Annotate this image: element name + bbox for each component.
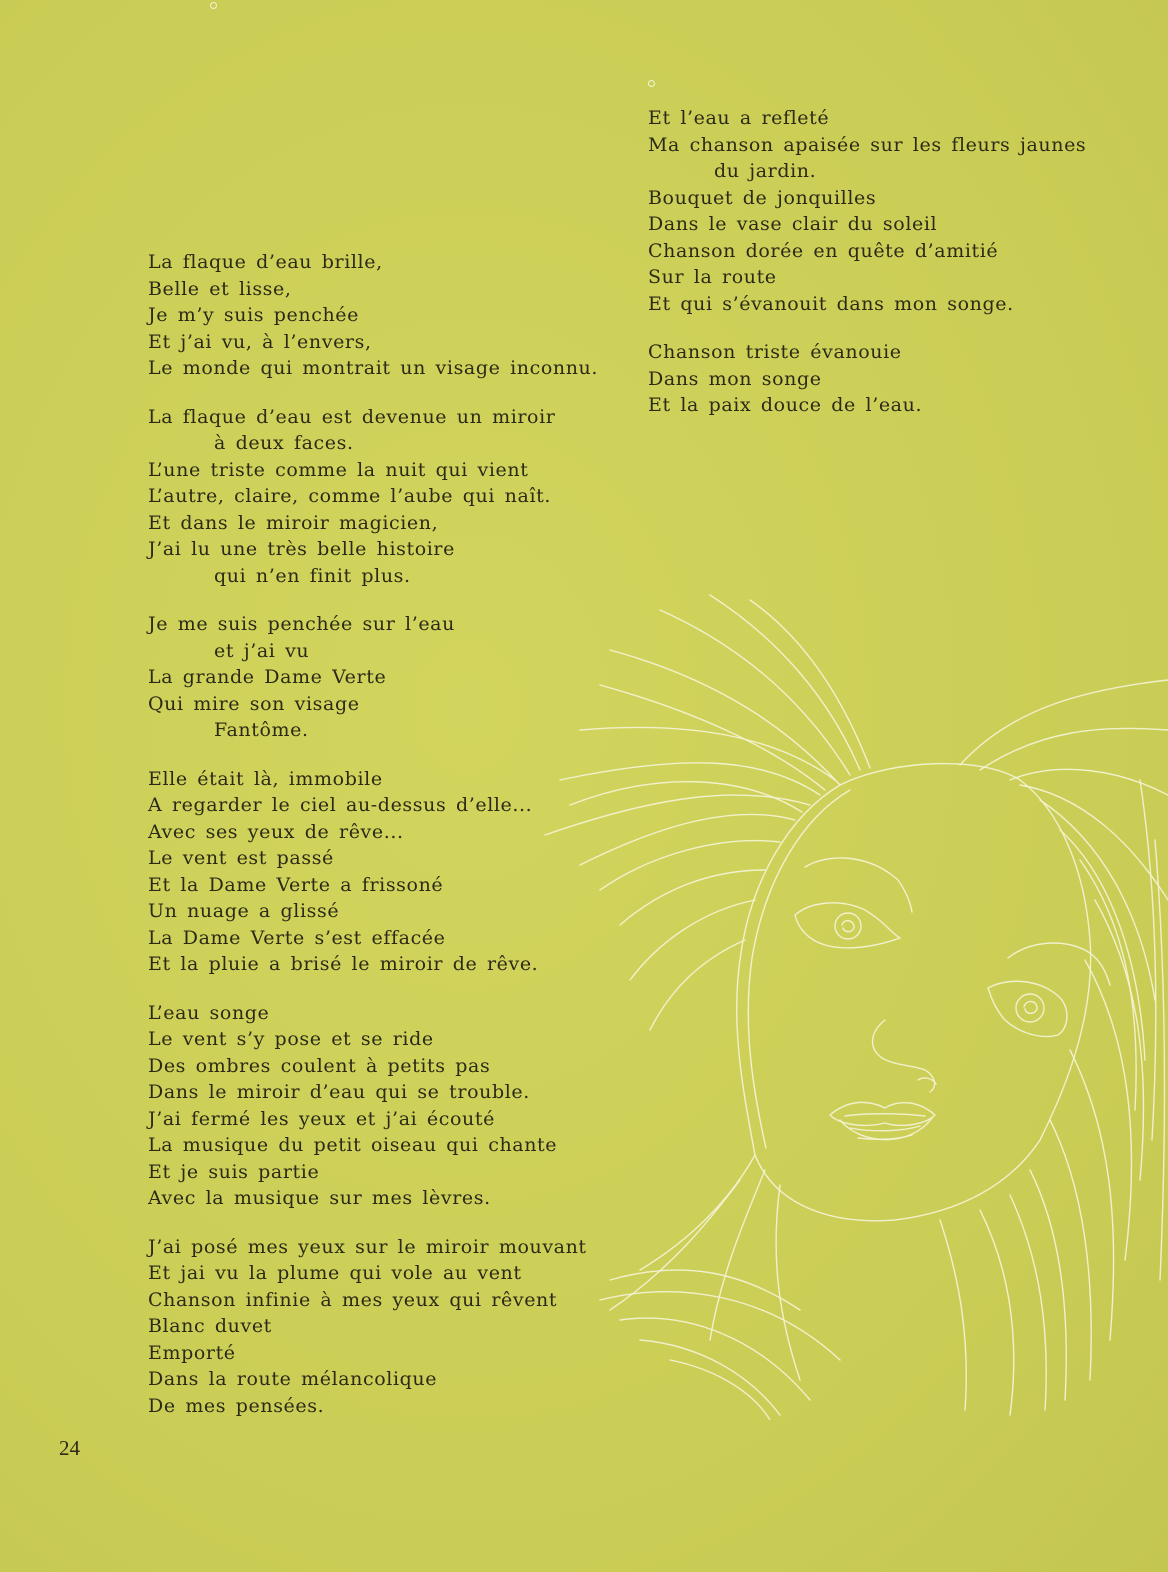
- hair-strand: [710, 595, 860, 770]
- poem-line: Emporté: [148, 1341, 236, 1364]
- poem-line: qui n’en finit plus.: [214, 564, 411, 587]
- poem-line: Je me suis penchée sur l’eau: [148, 613, 455, 635]
- poem-line: Et la pluie a brisé le miroir de rêve.: [148, 953, 539, 975]
- hair-strand: [620, 1318, 810, 1400]
- poem-line: La musique du petit oiseau qui chante: [148, 1134, 558, 1156]
- poem-line: Elle était là, immobile: [148, 767, 383, 790]
- poem-line: Je m’y suis penchée: [148, 304, 359, 326]
- poem-line: Le vent est passé: [148, 847, 334, 869]
- poem-line: Dans mon songe: [648, 367, 822, 390]
- hair-strand: [940, 1220, 966, 1410]
- poem-right-column: [648, 105, 1118, 441]
- hair-strand: [600, 1292, 840, 1360]
- hair-strand: [580, 814, 795, 865]
- poem-line: A regarder le ciel au-dessus d’elle...: [148, 794, 533, 816]
- poem-line: La Dame Verte s’est effacée: [148, 926, 446, 949]
- stanza: [648, 105, 1118, 317]
- hair-strand: [640, 1155, 755, 1270]
- poem-line: La flaque d’eau est devenue un miroir: [148, 405, 556, 428]
- hair-strand: [610, 650, 840, 785]
- hair-strand: [1010, 1195, 1046, 1410]
- poem-line: Des ombres coulent à petits pas: [148, 1054, 491, 1077]
- poem-line: Un nuage a glissé: [148, 900, 340, 922]
- hair-strand: [776, 1185, 800, 1380]
- poem-line: Et la Dame Verte a frissoné: [148, 873, 444, 896]
- poem-line: Et l’eau a refleté: [648, 107, 830, 129]
- right-eye-swirl: [1024, 1001, 1037, 1013]
- poem-line: Chanson dorée en quête d’amitié: [648, 239, 999, 262]
- hair-strand: [560, 763, 820, 795]
- hair-strand: [640, 1340, 780, 1415]
- poem-line: Sur la route: [648, 266, 777, 288]
- poem-line: Et jai vu la plume qui vole au vent: [148, 1262, 522, 1284]
- stanza: [148, 611, 608, 744]
- stanza: [148, 249, 608, 382]
- hair-strand: [660, 610, 850, 775]
- poem-left-column: [148, 249, 608, 1441]
- left-iris: [835, 913, 861, 939]
- poem-line: Dans le vase clair du soleil: [648, 213, 938, 235]
- face-outline-echo: [748, 790, 850, 1148]
- poem-line: Avec ses yeux de rêve...: [148, 820, 404, 843]
- poem-line: La flaque d’eau brille,: [148, 251, 383, 273]
- poem-line: Chanson infinie à mes yeux qui rêvent: [148, 1288, 558, 1311]
- poem-line: Et la paix douce de l’eau.: [648, 394, 923, 416]
- poem-line: Le monde qui montrait un visage inconnu.: [148, 357, 599, 379]
- hair-strand: [1085, 960, 1132, 1260]
- poem-line: Dans le miroir d’eau qui se trouble.: [148, 1081, 530, 1103]
- poem-line: Avec la musique sur mes lèvres.: [148, 1187, 491, 1209]
- poem-line: J’ai fermé les yeux et j’ai écouté: [148, 1107, 495, 1130]
- hair-strand: [960, 680, 1168, 765]
- poem-line: Belle et lisse,: [148, 277, 292, 300]
- left-eye-swirl: [842, 921, 854, 932]
- hair-strand: [710, 1170, 765, 1340]
- poem-line: Qui mire son visage: [148, 692, 360, 715]
- poem-line: L’autre, claire, comme l’aube qui naît.: [148, 485, 551, 507]
- hair-strand: [750, 600, 870, 768]
- left-eye: [795, 903, 900, 948]
- hair-strand: [1140, 780, 1156, 1140]
- hair-strand: [670, 1360, 770, 1420]
- poem-line: Le vent s’y pose et se ride: [148, 1028, 434, 1050]
- hair-strand: [1030, 1170, 1066, 1400]
- nose: [873, 1020, 935, 1092]
- stanza: [648, 339, 1118, 419]
- stanza: [148, 1000, 608, 1212]
- lip-texture: [845, 1114, 925, 1139]
- poem-line: Et dans le miroir magicien,: [148, 511, 439, 534]
- right-iris: [1016, 994, 1044, 1022]
- right-eye: [988, 981, 1067, 1036]
- poem-line: Et j’ai vu, à l’envers,: [148, 330, 372, 353]
- hair-strand: [620, 870, 765, 925]
- hair-strand: [1155, 840, 1165, 1280]
- hair-strand: [980, 1210, 1014, 1415]
- hair-strand: [580, 727, 835, 780]
- hair-strand: [980, 728, 1168, 770]
- poem-line: Bouquet de jonquilles: [648, 186, 877, 209]
- poem-line: Fantôme.: [214, 719, 309, 741]
- stanza: [148, 404, 608, 590]
- poem-line: du jardin.: [714, 160, 817, 182]
- poem-line: à deux faces.: [214, 432, 354, 454]
- ink-speck: [210, 2, 217, 9]
- poem-line: Blanc duvet: [148, 1315, 272, 1337]
- poem-line: Et je suis partie: [148, 1160, 320, 1183]
- poem-line: L’une triste comme la nuit qui vient: [148, 458, 529, 481]
- poem-line: Chanson triste évanouie: [648, 341, 902, 363]
- poem-line: Ma chanson apaisée sur les fleurs jaunes: [648, 133, 1087, 156]
- ink-speck: [648, 80, 655, 87]
- poem-line: Dans la route mélancolique: [148, 1368, 438, 1390]
- poem-line: La grande Dame Verte: [148, 666, 387, 688]
- poem-line: L’eau songe: [148, 1001, 270, 1024]
- face-outline: [737, 764, 1091, 1221]
- stanza: [148, 766, 608, 978]
- poem-line: Et qui s’évanouit dans mon songe.: [648, 292, 1014, 315]
- hair-strand: [650, 940, 745, 1030]
- hair-strand: [1040, 800, 1155, 1000]
- hair-strand: [630, 900, 755, 980]
- face-illustration: [540, 580, 1168, 1420]
- poem-line: J’ai posé mes yeux sur le miroir mouvant: [148, 1235, 587, 1258]
- poem-line: et j’ai vu: [214, 639, 310, 662]
- poem-line: De mes pensées.: [148, 1394, 325, 1417]
- poem-line: J’ai lu une très belle histoire: [148, 538, 455, 560]
- stanza: [148, 1234, 608, 1420]
- page-number: 24: [59, 1436, 80, 1460]
